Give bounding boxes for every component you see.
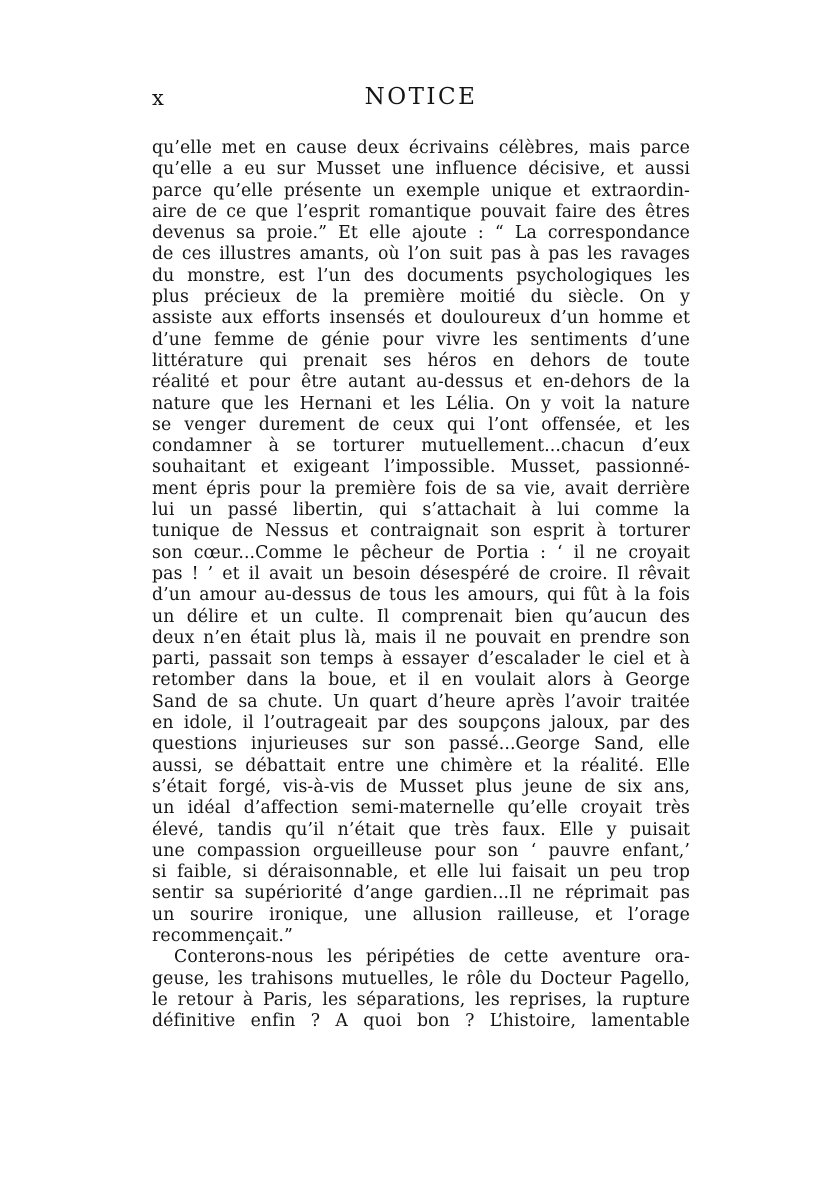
text-line: assiste aux efforts insensés et douloureux d’un homme et: [152, 308, 690, 329]
text-line: d’une femme de génie pour vivre les sentiments d’une: [152, 329, 690, 350]
text-line: condamner à se torturer mutuellement...chacun d’eux: [152, 436, 690, 457]
text-line: aire de ce que l’esprit romantique pouvait faire des êtres: [152, 201, 690, 222]
text-line: retomber dans la boue, et il en voulait alors à George: [152, 670, 690, 691]
text-line: pas ! ’ et il avait un besoin désespéré de croire. Il rêvait: [152, 563, 690, 584]
text-line: qu’elle met en cause deux écrivains célèbres, mais parce: [152, 138, 690, 158]
text-line: si faible, si déraisonnable, et elle lui faisait un peu trop: [152, 862, 690, 883]
text-line: deux n’en était plus là, mais il ne pouvait en prendre son: [152, 627, 690, 648]
text-line: se venger durement de ceux qui l’ont offensée, et les: [152, 414, 690, 435]
page-title: NOTICE: [364, 84, 478, 110]
text-line: lui un passé libertin, qui s’attachait à lui comme la: [152, 500, 690, 521]
text-line: plus précieux de la première moitié du siècle. On y: [152, 287, 690, 308]
text-line: en idole, il l’outrageait par des soupçons jaloux, par des: [152, 713, 690, 734]
text-line: de ces illustres amants, où l’on suit pas à pas les ravages: [152, 244, 690, 265]
text-line: qu’elle a eu sur Musset une influence décisive, et aussi: [152, 159, 690, 180]
text-line: d’un amour au-dessus de tous les amours, qui fût à la fois: [152, 585, 690, 606]
text-line: le retour à Paris, les séparations, les reprises, la rupture: [152, 989, 690, 1010]
body-text: [152, 138, 690, 1032]
text-line: définitive enfin ? A quoi bon ? L’histoire, lamentable: [152, 1011, 690, 1032]
text-line: sentir sa supériorité d’ange gardien...Il ne réprimait pas: [152, 883, 690, 904]
text-line: Conterons-nous les péripéties de cette aventure ora-: [174, 947, 690, 968]
text-line: devenus sa proie.” Et elle ajoute : “ La correspondance: [152, 223, 690, 244]
text-line: élevé, tandis qu’il n’était que très faux. Elle y puisait: [152, 819, 690, 840]
text-line: du monstre, est l’un des documents psychologiques les: [152, 265, 690, 286]
text-line: un sourire ironique, une allusion railleuse, et l’orage: [152, 904, 690, 925]
page-number: x: [152, 86, 165, 110]
text-line: littérature qui prenait ses héros en dehors de toute: [152, 350, 690, 371]
text-line: souhaitant et exigeant l’impossible. Musset, passionné-: [152, 457, 690, 478]
text-line: nature que les Hernani et les Lélia. On y voit la nature: [152, 393, 690, 414]
text-line: Sand de sa chute. Un quart d’heure après l’avoir traitée: [152, 691, 690, 712]
running-head: [152, 80, 690, 120]
text-line: geuse, les trahisons mutuelles, le rôle du Docteur Pagello,: [152, 968, 690, 989]
text-line: tunique de Nessus et contraignait son esprit à torturer: [152, 521, 690, 542]
text-line: parce qu’elle présente un exemple unique et extraordin-: [152, 180, 690, 201]
text-line: recommençait.”: [152, 925, 293, 946]
text-line: aussi, se débattait entre une chimère et la réalité. Elle: [152, 755, 690, 776]
text-line: son cœur...Comme le pêcheur de Portia : ‘ il ne croyait: [152, 542, 690, 563]
text-line: réalité et pour être autant au-dessus et en-dehors de la: [152, 372, 690, 393]
text-line: une compassion orgueilleuse pour son ‘ pauvre enfant,’: [152, 840, 690, 861]
text-line: parti, passait son temps à essayer d’escalader le ciel et à: [152, 649, 690, 670]
text-line: s’était forgé, vis-à-vis de Musset plus jeune de six ans,: [152, 776, 690, 797]
text-line: ment épris pour la première fois de sa vie, avait derrière: [152, 478, 690, 499]
text-line: un délire et un culte. Il comprenait bien qu’aucun des: [152, 606, 690, 627]
text-line: un idéal d’affection semi-maternelle qu’elle croyait très: [152, 798, 690, 819]
text-line: questions injurieuses sur son passé...George Sand, elle: [152, 734, 690, 755]
